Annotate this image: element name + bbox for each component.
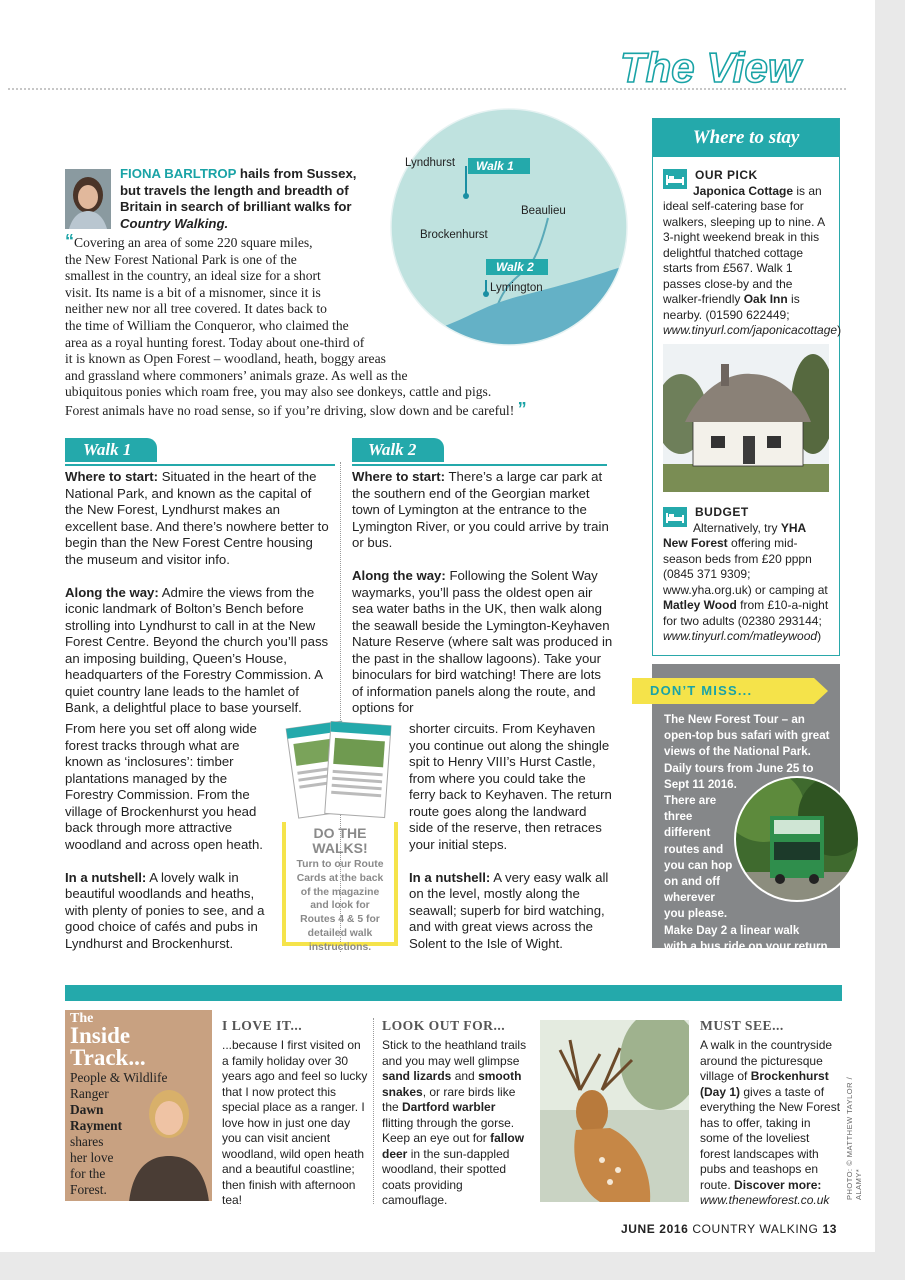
route-cards-heading: DO THE WALKS!: [312, 825, 368, 856]
love-it-text: ...because I first visited on a family holiday over 30 years ago and feel so lucky that I now protect this special place as a ranger. I love how in just one day you can visit ancient woodland, wild open heath and a beautiful coastline; then finish with afternoon tea!: [222, 1038, 368, 1207]
inside-track-box: [65, 1010, 212, 1201]
map-label-brockenhurst: Brockenhurst: [420, 229, 488, 241]
walk1-body-cont: From here you set off along wide forest tracks through what are known as ‘inclosures’: timber plantations managed by the Forestry Commission. From the village of Brockenhurst you head back through more attractive woodland and across open heath. In a nutshell: A lovely walk in beautiful woodlands and heaths, with plenty of ponies to see, and a good choice of cafés and pubs in Lyndhurst and Brockenhurst.: [65, 721, 265, 951]
map-walk1-tag: Walk 1: [476, 159, 514, 173]
look-out-text: Stick to the heathland trails and you may well glimpse sand lizards and smooth snakes, or rare birds like the Dartford warbler flitting through the gorse. Keep an eye out for fallow deer in the sun-dappled woodland, their spotted coats providing camouflage.: [382, 1038, 527, 1207]
author-photo: [65, 169, 111, 229]
route-cards-text: Turn to our Route Cards at the back of the magazine and look for Routes 4 & 5 for detailed walk instructions.: [296, 859, 384, 953]
inside-track-the: The: [70, 1011, 94, 1026]
map-label-lyndhurst: Lyndhurst: [405, 157, 456, 169]
walk1-body: Where to start: Situated in the heart of the National Park, and known as the capital of the New Forest, Lyndhurst makes an excellent base. And there’s nowhere better to begin than the New Forest Centre housing the museum and visitor info. Along the way: Admire the views from the iconic landmark of Bolton’s Bench before strolling into Lyndhurst to call in at the New Forest Centre. Beyond the church you’ll pass an imposing building, Queen’s House, headquarters of the Forestry Commission. A quiet country lane leads to the hamlet of Bank, a delightful place to base yourself.: [65, 469, 329, 715]
walk2-body: Where to start: There’s a large car park at the southern end of the Georgian market town of Lymington at the entrance to the Lymington River, or you could arrive by train or bus. Along the way: Following the Solent Way waymarks, you’ll pass the oldest open air sea water baths in the UK, then walk along the seawall beside the Lymington-Keyhaven Nature Reserve (where salt was produced in the past in the shallow lagoons). Take your binoculars for bird watching! There are lots of information panels along the route, and options for: [352, 469, 613, 715]
footer-mag: COUNTRY WALKING: [692, 1222, 819, 1236]
masthead-logo: [620, 42, 850, 92]
author-magazine: Country Walking.: [120, 215, 229, 231]
inside-track-title: Inside Track...: [70, 1023, 146, 1070]
must-see-column: [700, 1018, 842, 1209]
footer-date: JUNE 2016: [620, 1222, 689, 1236]
budget-text: BUDGET Alternatively, try YHA New Forest offering mid-season beds from £20 pppn (0845 371 9309; www.yha.org.uk) or camping at Matley Wood from £10-a-night for two adults (02380 293144; www.tinyurl.com/matleywood): [663, 505, 829, 643]
walk2-title: Walk 2: [352, 438, 444, 462]
dont-miss-box: [652, 664, 840, 953]
author-bio-text: hails from Sussex, but travels the length and breadth of Britain in search of brilliant walks for: [120, 166, 357, 214]
dont-miss-title: DON’T MISS...: [650, 683, 753, 698]
our-pick-text: OUR PICK Japonica Cottage is an ideal self-catering base for walkers, sleeping up to nine. A 3-night weekend break in this delightful thatched cottage starts from £567. Walk 1 passes close-by and the walker-friendly Oak Inn is nearby. (01590 622449; www.tinyurl.com/japonicacottage): [663, 168, 842, 337]
walk1-title: Walk 1: [65, 438, 157, 462]
love-it-title: I LOVE IT...: [222, 1018, 303, 1033]
love-it-column: [222, 1018, 368, 1209]
route-cards-image: [284, 718, 400, 822]
look-out-column: [382, 1018, 530, 1209]
cottage-photo: [663, 344, 829, 492]
author-bio: [120, 166, 365, 232]
dont-miss-text: The New Forest Tour – an open-top bus safari with great views of the National Park. Daily tours from June 25 to Sept 11 2016. There are three different routes and you can hop on and off wherever you please. Make Day 2 a linear walk with a bus ride on your return.: [664, 713, 831, 953]
author-name: FIONA BARLTROP: [120, 166, 237, 181]
deer-photo: [540, 1020, 689, 1202]
must-see-text: A walk in the countryside around the picturesque village of Brockenhurst (Day 1) gives a taste of everything the New Forest has to offer, taking in some of the loveliest forest landscapes with pubs and teashops en route. Discover more: www.thenewforest.co.uk: [700, 1038, 841, 1207]
footer-page-number: 13: [822, 1222, 837, 1236]
our-pick-label: OUR PICK: [695, 168, 758, 182]
inside-track-text: People & Wildlife Ranger Dawn Rayment shares her love for the Forest.: [70, 1070, 168, 1197]
map-label-lymington: Lymington: [490, 282, 543, 294]
look-out-title: LOOK OUT FOR...: [382, 1018, 506, 1033]
open-quote-icon: “: [65, 231, 74, 251]
header-divider: [8, 88, 846, 90]
map-walk2-tag: Walk 2: [496, 260, 534, 274]
intro-text: “Covering an area of some 220 square miles, the New Forest National Park is one of the smallest in the country, an ideal size for a short visit. Its name is a bit of a misnomer, since it is neither new nor all tree covered. It dates back to the time of William the Conqueror, who claimed the area as a royal hunting forest. Today about one-third of it is known as Open Forest – woodland, heath, boggy areas and grassland where commoners’ animals graze. As well as the ubiquitous ponies which roam free, you may also see donkeys, cattle and pigs. Forest animals have no road sense, so if you’re driving, slow down and be careful! ”: [65, 231, 527, 419]
map-label-beaulieu: Beaulieu: [521, 205, 566, 217]
budget-label: BUDGET: [695, 505, 749, 519]
bus-photo: [734, 776, 860, 902]
bottom-separator-1: [373, 1018, 374, 1204]
where-to-stay-box: [652, 118, 840, 656]
where-to-stay-title: Where to stay: [653, 119, 839, 157]
must-see-title: MUST SEE...: [700, 1018, 784, 1033]
close-quote-icon: ”: [517, 398, 527, 419]
bottom-teal-bar: [65, 985, 842, 1001]
photo-credit: PHOTO: © MATTHEW TAYLOR / ALAMY*: [845, 1076, 863, 1200]
masthead-text: The View: [620, 44, 801, 91]
page-footer: [621, 1222, 837, 1236]
walk2-body-cont: shorter circuits. From Keyhaven you continue out along the shingle spit to Henry VIII’s Hurst Castle, from where you could take the ferry back to Keyhaven. The return route goes along the landward side of the reserve, then retraces your initial steps. In a nutshell: A very easy walk all on the level, mostly along the seawall; superb for bird watching, and with great views across the Solent to the Isle of Wight.: [409, 721, 612, 951]
route-cards-box: [282, 822, 398, 953]
